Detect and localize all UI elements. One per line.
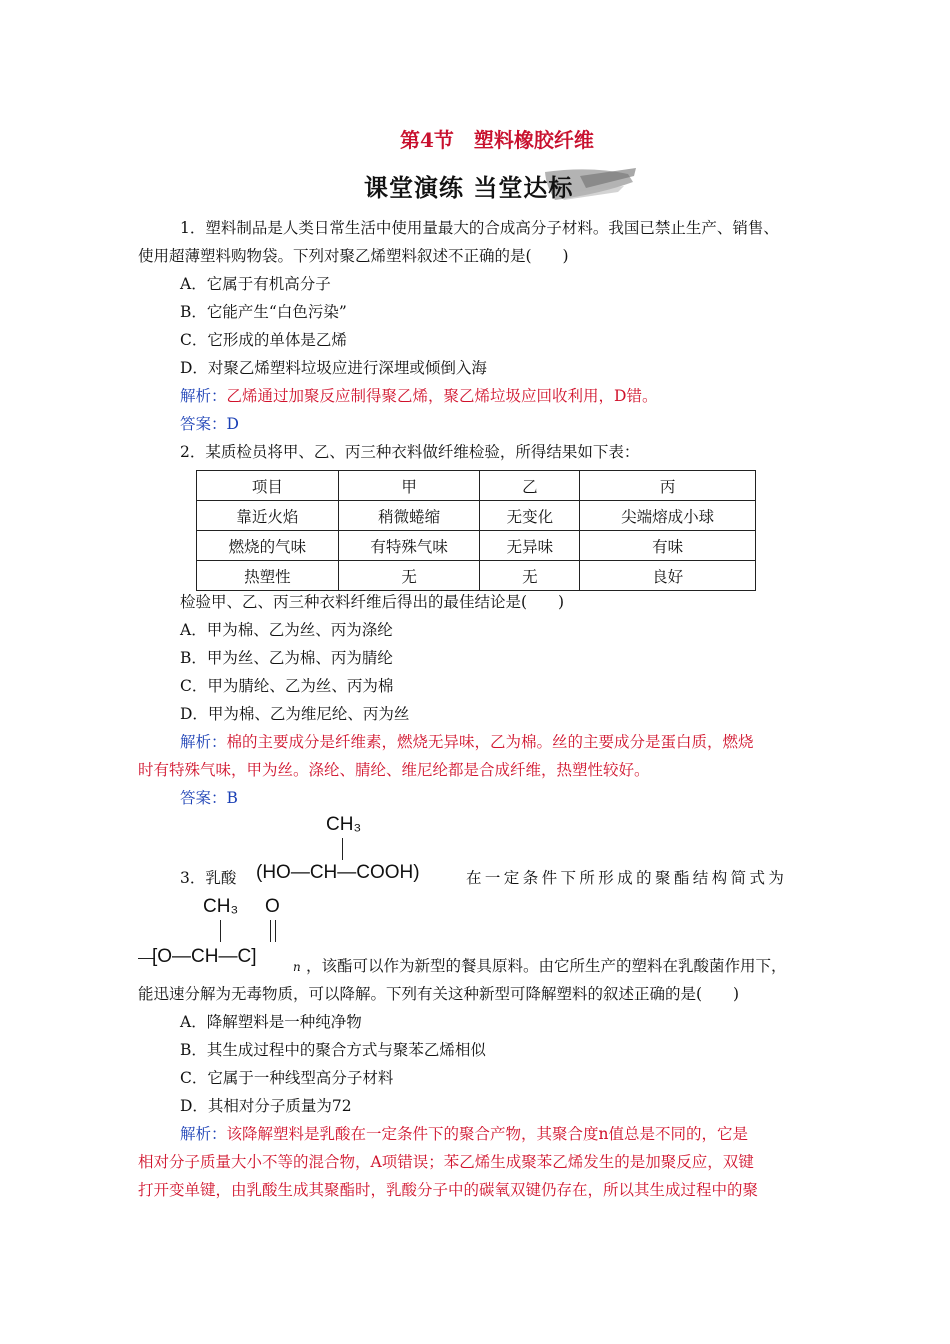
table-cell: 稍微蜷缩 <box>338 501 480 531</box>
q2-answer: 答案：B <box>180 789 238 807</box>
q2-option-d: D．甲为棉、乙为维尼纶、丙为丝 <box>180 705 410 723</box>
q1-stem-line2: 使用超薄塑料购物袋。下列对聚乙烯塑料叙述不正确的是( ) <box>138 247 569 265</box>
table-cell: 无变化 <box>480 501 580 531</box>
table-header-cell: 甲 <box>338 471 480 501</box>
q2-option-a: A．甲为棉、乙为丝、丙为涤纶 <box>180 621 393 639</box>
analysis-label: 解析： <box>180 733 227 751</box>
table-header-cell: 乙 <box>480 471 580 501</box>
lactic-bond-line <box>342 838 343 860</box>
q2-option-c: C．甲为腈纶、乙为丝、丙为棉 <box>180 677 394 695</box>
table-cell: 靠近火焰 <box>197 501 339 531</box>
table-cell: 热塑性 <box>197 561 339 591</box>
q3-analysis-line1 <box>180 1124 748 1144</box>
q3-option-c: C．它属于一种线型高分子材料 <box>180 1069 394 1087</box>
polymer-formula: [O—CH—C] <box>152 946 257 967</box>
q1-option-b: B．它能产生“白色污染” <box>180 303 347 321</box>
banner-text: 课堂演练 当堂达标 <box>364 174 574 202</box>
q2-option-b: B．甲为丝、乙为棉、丙为腈纶 <box>180 649 393 667</box>
q3-option-b: B．其生成过程中的聚合方式与聚苯乙烯相似 <box>180 1041 486 1059</box>
q2-question: 检验甲、乙、丙三种衣料纤维后得出的最佳结论是( ) <box>180 593 565 611</box>
polymer-subscript-n: n <box>293 960 301 974</box>
q1-answer: 答案：D <box>180 415 239 433</box>
section-title: 第4节 塑料橡胶纤维 <box>400 128 594 152</box>
table-cell: 无异味 <box>480 531 580 561</box>
polymer-bond-line <box>220 920 221 942</box>
table-row <box>197 531 756 561</box>
table-cell: 有味 <box>580 531 756 561</box>
fiber-test-table <box>196 470 756 591</box>
q3-option-d: D．其相对分子质量为72 <box>180 1097 352 1115</box>
table-header-cell: 丙 <box>580 471 756 501</box>
q2-stem: 2．某质检员将甲、乙、丙三种衣料做纤维检验，所得结果如下表： <box>180 443 640 461</box>
q1-option-a: A．它属于有机高分子 <box>180 275 331 293</box>
table-header-cell: 项目 <box>197 471 339 501</box>
polymer-ch3: CH₃ <box>203 896 239 917</box>
polymer-double-bond-b <box>275 920 276 942</box>
table-cell: 无 <box>338 561 480 591</box>
q3-stem-suffix: 在一定条件下所形成的聚酯结构简式为 <box>466 869 788 887</box>
q3-stem-line3: 能迅速分解为无毒物质，可以降解。下列有关这种新型可降解塑料的叙述正确的是( ) <box>138 985 740 1003</box>
table-cell: 无 <box>480 561 580 591</box>
q1-option-c: C．它形成的单体是乙烯 <box>180 331 347 349</box>
banner <box>350 164 640 204</box>
table-cell: 良好 <box>580 561 756 591</box>
q3-stem-line2: ，该酯可以作为新型的餐具原料。由它所生产的塑料在乳酸菌作用下， <box>306 957 787 975</box>
analysis-label: 解析： <box>180 387 227 405</box>
q2-analysis-line1 <box>180 732 754 752</box>
q3-analysis-line2: 相对分子质量大小不等的混合物，A项错误；苯乙烯生成聚苯乙烯发生的是加聚反应，双键 <box>138 1153 754 1171</box>
analysis-text: 棉的主要成分是纤维素，燃烧无异味，乙为棉。丝的主要成分是蛋白质，燃烧 <box>226 733 754 751</box>
q3-stem-prefix: 3．乳酸 <box>180 869 237 887</box>
lactic-ch3: CH₃ <box>326 814 362 835</box>
table-cell: 尖端熔成小球 <box>580 501 756 531</box>
q3-analysis-line3: 打开变单键，由乳酸生成其聚酯时，乳酸分子中的碳氧双键仍存在，所以其生成过程中的聚 <box>138 1181 759 1199</box>
q1-analysis <box>180 386 657 406</box>
table-cell: 燃烧的气味 <box>197 531 339 561</box>
polymer-carbonyl-o: O <box>265 896 280 917</box>
table-cell: 有特殊气味 <box>338 531 480 561</box>
analysis-text: 乙烯通过加聚反应制得聚乙烯，聚乙烯垃圾应回收利用，D错。 <box>226 387 658 405</box>
q1-option-d: D．对聚乙烯塑料垃圾应进行深埋或倾倒入海 <box>180 359 487 377</box>
q2-analysis-line2: 时有特殊气味，甲为丝。涤纶、腈纶、维尼纶都是合成纤维，热塑性较好。 <box>138 761 650 779</box>
q1-stem-line1: 1．塑料制品是人类日常生活中使用量最大的合成高分子材料。我国已禁止生产、销售、 <box>180 219 779 237</box>
table-row <box>197 561 756 591</box>
table-row <box>197 501 756 531</box>
analysis-text: 该降解塑料是乳酸在一定条件下的聚合产物，其聚合度n值总是不同的，它是 <box>226 1125 749 1143</box>
analysis-label: 解析： <box>180 1125 227 1143</box>
table-header-row <box>197 471 756 501</box>
polymer-double-bond-a <box>270 920 271 942</box>
q3-option-a: A．降解塑料是一种纯净物 <box>180 1013 362 1031</box>
lactic-acid-formula: (HO—CH—COOH) <box>256 862 420 883</box>
